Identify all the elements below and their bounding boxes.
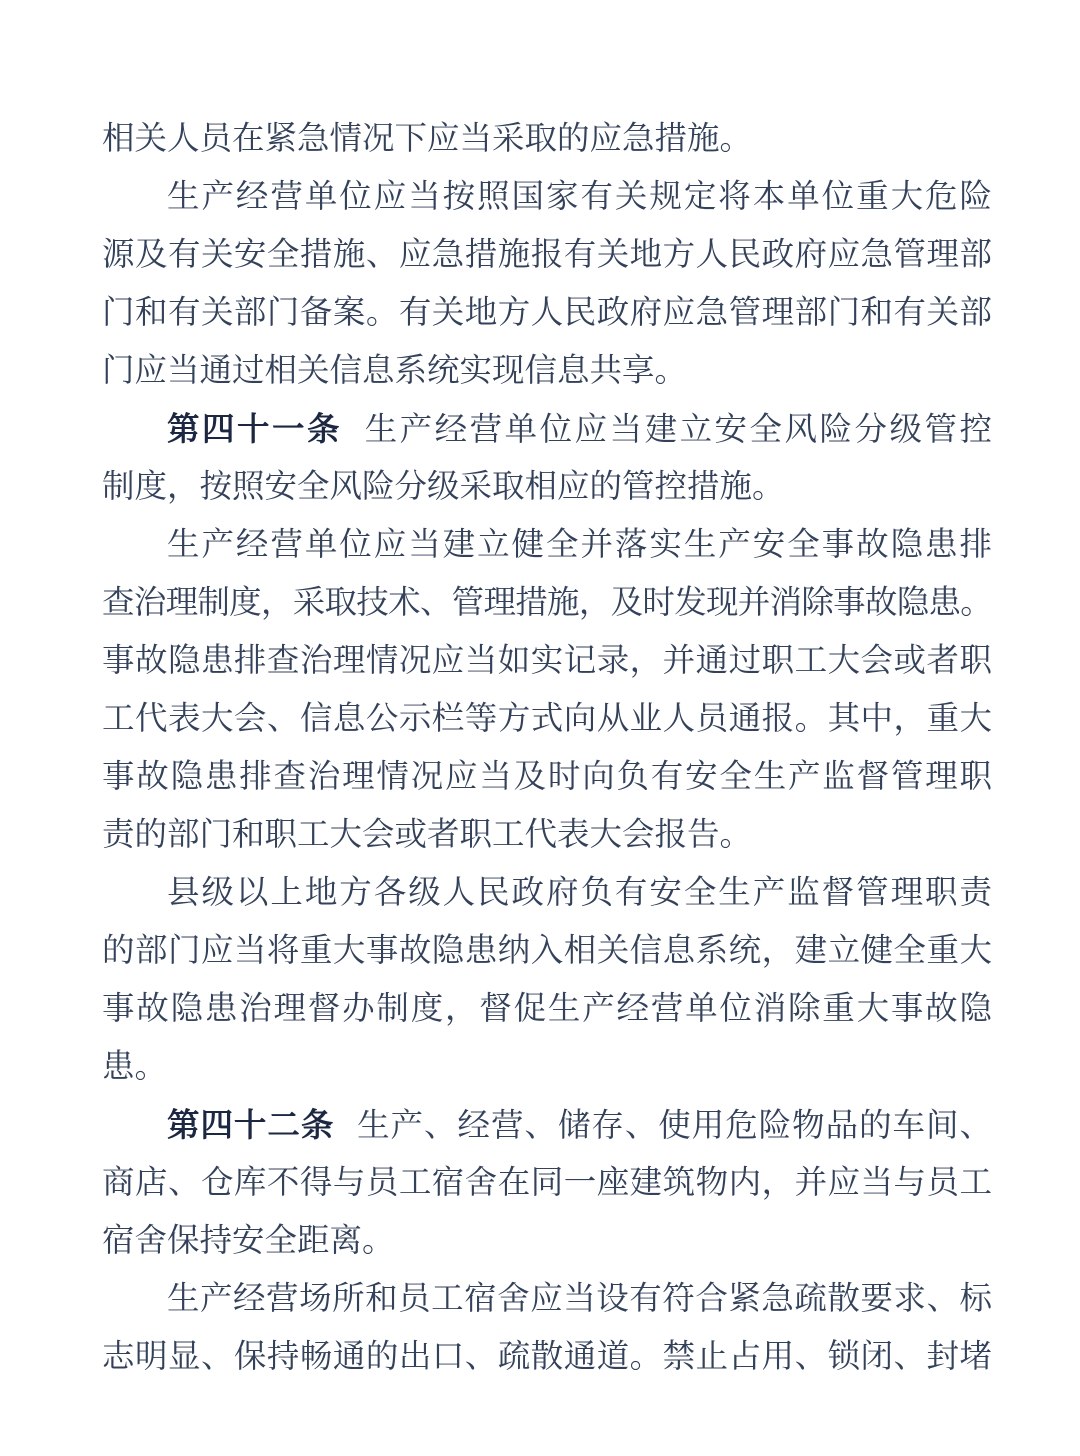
text-line: 相关人员在紧急情况下应当采取的应急措施。 (102, 121, 753, 157)
text-line: 事故隐患治理督办制度，督促生产经营单位消除重大事故隐 (102, 991, 992, 1027)
body-paragraph (102, 864, 992, 1096)
text-line: 第四十一条 生产经营单位应当建立安全风险分级管控 (167, 411, 992, 448)
text-line: 门和有关部门备案。有关地方人民政府应急管理部门和有关部 (102, 295, 992, 331)
text-line: 制度，按照安全风险分级采取相应的管控措施。 (102, 469, 785, 505)
text-line: 志明显、保持畅通的出口、疏散通道。禁止占用、锁闭、封堵 (102, 1339, 992, 1375)
text-line: 宿舍保持安全距离。 (102, 1223, 395, 1259)
continuation-paragraph (102, 110, 992, 168)
text-line: 事故隐患排查治理情况应当如实记录，并通过职工大会或者职 (102, 643, 992, 679)
text-line: 事故隐患排查治理情况应当及时向负有安全生产监督管理职 (102, 759, 992, 795)
text-line: 责的部门和职工大会或者职工代表大会报告。 (102, 817, 753, 853)
article-number: 第四十一条 (167, 411, 342, 447)
text-line: 的部门应当将重大事故隐患纳入相关信息系统，建立健全重大 (102, 933, 992, 969)
article-text-block (102, 110, 992, 1386)
text-line: 患。 (102, 1049, 168, 1085)
text-line: 第四十二条 生产、经营、储存、使用危险物品的车间、 (167, 1107, 992, 1144)
text-line: 源及有关安全措施、应急措施报有关地方人民政府应急管理部 (102, 237, 992, 273)
text-line: 查治理制度，采取技术、管理措施，及时发现并消除事故隐患。 (102, 585, 992, 621)
text-line: 商店、仓库不得与员工宿舍在同一座建筑物内，并应当与员工 (102, 1165, 992, 1201)
article-paragraph (102, 400, 992, 516)
body-paragraph (102, 168, 992, 400)
article-number: 第四十二条 (167, 1107, 335, 1143)
text-line: 门应当通过相关信息系统实现信息共享。 (102, 353, 688, 389)
text-line: 县级以上地方各级人民政府负有安全生产监督管理职责 (167, 875, 992, 911)
text-line: 生产经营单位应当建立健全并落实生产安全事故隐患排 (167, 527, 992, 563)
text-line: 工代表大会、信息公示栏等方式向从业人员通报。其中，重大 (102, 701, 992, 737)
text-line: 生产经营单位应当按照国家有关规定将本单位重大危险 (167, 179, 992, 215)
text-line: 生产经营场所和员工宿舍应当设有符合紧急疏散要求、标 (167, 1281, 992, 1317)
article-paragraph (102, 1096, 992, 1270)
body-paragraph (102, 1270, 992, 1386)
body-paragraph (102, 516, 992, 864)
